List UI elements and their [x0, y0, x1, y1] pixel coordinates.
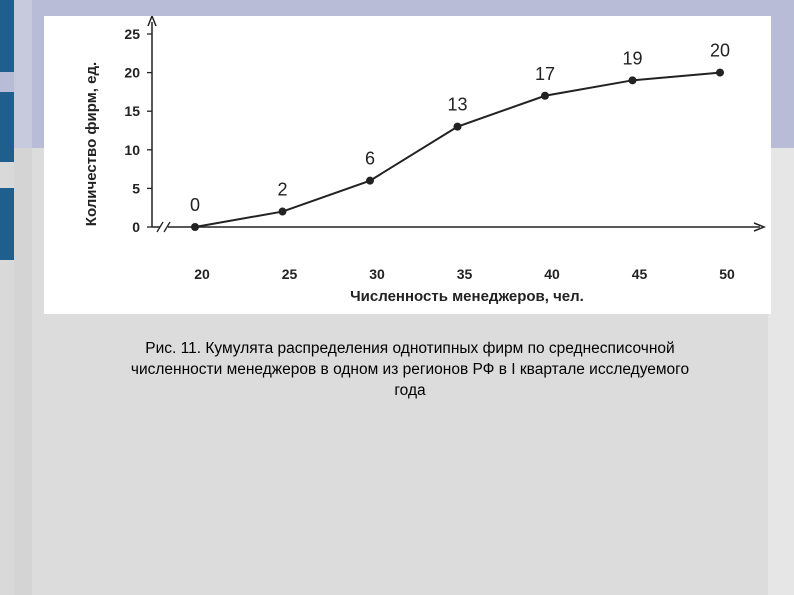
caption-line-2: численности менеджеров в одном из регионов РФ в I квартале исследуемого [130, 361, 690, 378]
x-tick-label: 45 [631, 266, 648, 282]
x-axis-label: Численность менеджеров, чел. [350, 288, 584, 305]
y-tick-label: 20 [124, 64, 140, 81]
data-point [454, 123, 462, 131]
y-tick-label: 5 [132, 180, 140, 197]
accent-bar-1 [0, 0, 14, 72]
data-point [716, 69, 724, 77]
data-label: 13 [447, 94, 468, 115]
x-tick-label: 30 [369, 266, 385, 282]
y-axis-label: Количество фирм, ед. [83, 61, 100, 227]
right-strip [768, 148, 794, 595]
data-points [191, 69, 724, 231]
x-tick-label: 35 [456, 266, 473, 282]
data-label: 6 [364, 148, 376, 169]
y-tick-label: 10 [124, 141, 140, 158]
data-label: 20 [709, 40, 731, 61]
x-tick-label: 50 [719, 266, 735, 282]
figure-caption [70, 338, 750, 401]
caption-line-1: Рис. 11. Кумулята распределения однотипных фирм по среднесписочной [145, 340, 675, 357]
data-label: 2 [277, 179, 288, 200]
chart-card [44, 16, 771, 314]
data-label: 0 [189, 195, 201, 215]
y-tick-label: 15 [124, 103, 140, 120]
x-tick-label: 25 [281, 266, 298, 282]
y-tick-label: 25 [124, 26, 140, 42]
left-edge-lower [14, 148, 32, 595]
accent-bar-2 [0, 92, 14, 162]
accent-bar-3 [0, 188, 14, 260]
data-point [366, 177, 374, 185]
x-tick-labels [194, 266, 735, 282]
cumulative-chart [44, 16, 771, 314]
data-label: 17 [534, 63, 556, 84]
x-tick-label: 20 [194, 266, 210, 282]
data-label: 19 [622, 48, 643, 69]
y-tick-labels [124, 26, 152, 235]
data-point [191, 223, 199, 231]
caption-line-3: года [394, 382, 426, 399]
data-point [629, 76, 637, 84]
data-point [541, 92, 549, 100]
y-tick-label: 0 [132, 219, 140, 235]
x-tick-label: 40 [544, 266, 560, 282]
data-point [279, 208, 287, 216]
